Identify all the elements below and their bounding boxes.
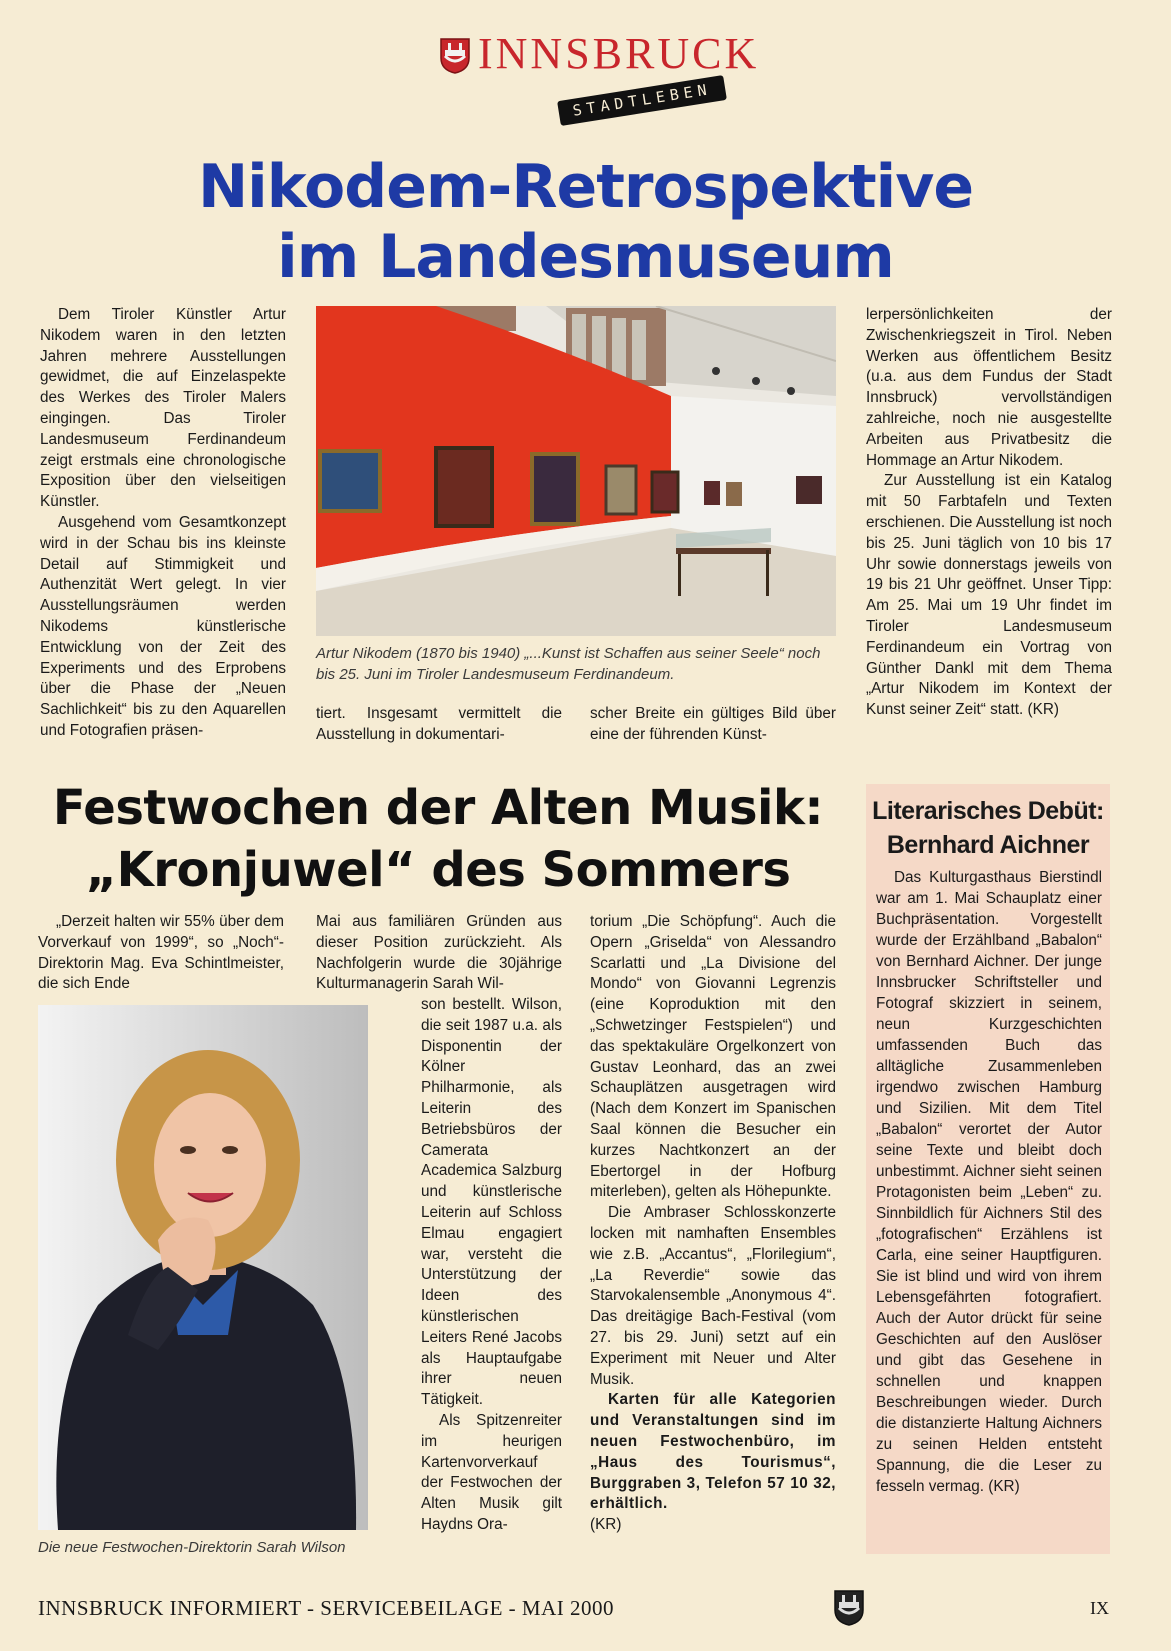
stadtleben-tagline: STADTLEBEN: [557, 75, 727, 126]
brand-name: INNSBRUCK: [478, 29, 760, 78]
article2-col3-para2: Die Ambraser Schlosskonzerte locken mit namhaften Ensembles wie z.B. „Accantus“, „Florilegium“, „La Reverdie“ sowie das Starvokalensemble „Anonymous 4“. Das dreitägige Bach-Festival (vom 27. bis 29. Juni) setzt auf ein Experiment mit Neuer und Alter Musik.: [590, 1204, 836, 1388]
innsbruck-crest-icon: [440, 38, 470, 74]
exhibition-photo-caption: Artur Nikodem (1870 bis 1940) „...Kunst ist Schaffen aus seiner Seele“ noch bis 25. Juni im Tiroler Landesmuseum Ferdinandeum.: [316, 645, 821, 683]
article1-headline: [40, 152, 1131, 292]
article1-column-3: [590, 704, 836, 746]
article2-headline: [38, 777, 838, 901]
article2-column-1: [38, 912, 284, 995]
article2-column-2-top: [316, 912, 562, 995]
article1-column-2: [316, 704, 562, 746]
masthead: [440, 30, 760, 120]
article2-col1-text: „Derzeit halten wir 55% über dem Vorverkauf von 1999“, so „Noch“-Direktorin Mag. Eva Schintlmeister, die sich Ende: [38, 913, 284, 993]
article1-column-4: [866, 305, 1112, 721]
sidebar-text: Das Kulturgasthaus Bierstindl war am 1. Mai Schauplatz einer Buchpräsentation. Vorgestellt wurde der Erzählband „Babalon“ von Bernhard Aichner. Der junge Innsbrucker Schriftsteller und Fotograf skizziert in seinem, neun Kurzgeschichten umfassenden Buch das alltägliche Zusammenleben irgendwo zwischen Hamburg und Sizilien. Mit dem Titel „Babalon“ verortet der Autor seine Texte und bleibt doch unbestimmt. Aichner sieht seinen Protagonisten beim „Leben“ zu. Sinnbildlich für Aichners Stil des „fotografischen“ Erzählens ist Carla, eine seiner Hauptfiguren. Sie ist blind und wird von ihrem Lebensgefährten fotografiert. Auch der Autor drückt für seine Geschichten auf den Auslöser und gibt das Gesehene in schnellen und knappen Beschreibungen wieder. Durch die distanzierte Haltung Aichners zu seinen Helden entsteht Spannung, die die Leser zu fesseln vermag. (KR): [876, 869, 1102, 1495]
article2-col3-para1: torium „Die Schöpfung“. Auch die Opern „Griselda“ von Alessandro Scarlatti und „La Divisione del Mondo“ von Giovanni Legrenzis (eine Koproduktion mit den „Schwetzinger Festspielen“) und das spektakuläre Orgelkonzert von Gustav Leonhard, das an zwei Schauplätzen ausgetragen wird (Nach dem Konzert im Spanischen Saal können die Besucher ein kurzes Nachtkonzert an der Ebertorgel in der Hofburg miterleben), gelten als Höhepunkte.: [590, 913, 836, 1201]
article2-col2-narrow-para1: son bestellt. Wilson, die seit 1987 u.a. als Disponentin der Kölner Philharmonie, als Leiterin des Betriebsbüros der Camerata Academica Salzburg und künstlerische Leiterin auf Schloss Elmau engagiert war, versteht die Unterstützung der Ideen des künstlerischen Leiters René Jacobs als Hauptaufgabe ihrer neuen Tätigkeit.: [421, 996, 562, 1409]
sidebar-title: [866, 794, 1110, 862]
article1-col4-para2: Zur Ausstellung ist ein Katalog mit 50 Farbtafeln und Texten erschienen. Die Ausstellung ist noch bis 25. Juni täglich von 10 bis 17 Uhr sowie donnerstags jeweils von 19 bis 21 Uhr geöffnet. Unser Tipp: Am 25. Mai um 19 Uhr findet im Tiroler Landesmuseum Ferdinandeum ein Vortrag von Günther Dankl mit dem Thema „Artur Nikodem im Kontext der Kunst seiner Zeit“ statt. (KR): [866, 472, 1112, 719]
sidebar-body: [876, 867, 1102, 1497]
article1-col2-text: tiert. Insgesamt vermittelt die Ausstellung in dokumentari-: [316, 705, 562, 743]
footer-crest-icon: [834, 1590, 864, 1626]
sidebar-title-line2: Bernhard Aichner: [886, 831, 1090, 859]
article2-headline-line2: „Kronjuwel“ des Sommers: [85, 842, 791, 898]
article2-col2-narrow-para2: Als Spitzenreiter im heurigen Kartenvorverkauf der Festwochen der Alten Musik gilt Haydns Ora-: [421, 1411, 562, 1533]
article1-col1-para1: Dem Tiroler Künstler Artur Nikodem waren in den letzten Jahren mehrere Ausstellungen gewidmet, die auf Einzelaspekte des Werkes des Tiroler Malers eingingen. Das Tiroler Landesmuseum Ferdinandeum zeigt erstmals eine chronologische Exposition über den vielseitigen Künstler.: [40, 306, 286, 511]
exhibition-hall-image: [316, 306, 836, 636]
article2-col3-ticket-info: Karten für alle Kategorien und Veranstaltungen sind im neuen Festwochenbüro, im „Haus des Tourismus“, Burggraben 3, Telefon 57 10 32, erhältlich.: [590, 1391, 836, 1513]
exhibition-photo: [316, 306, 836, 636]
article1-column-1: [40, 305, 286, 742]
article2-col3-end: (KR): [590, 1516, 622, 1534]
page-number: IX: [1090, 1598, 1109, 1618]
article1-col3-text: scher Breite ein gültiges Bild über eine der führenden Künst-: [590, 705, 836, 743]
article2-column-3: [590, 912, 836, 1536]
article1-headline-line2: im Landesmuseum: [277, 222, 894, 292]
portrait-photo-caption: Die neue Festwochen-Direktorin Sarah Wilson: [38, 1539, 346, 1556]
article2-headline-line1: Festwochen der Alten Musik:: [52, 780, 824, 836]
article1-col4-para1: lerpersönlichkeiten der Zwischenkriegszeit in Tirol. Neben Werken aus öffentlichem Besitz (u.a. aus dem Fundus der Stadt Innsbruck) vervollständigen zahlreiche, noch nie ausgestellte Arbeiten aus Privatbesitz die Hommage an Artur Nikodem.: [866, 306, 1112, 469]
article2-column-2-narrow: [421, 995, 562, 1536]
sidebar-literarisches-debuet: [866, 784, 1110, 1554]
article1-headline-line1: Nikodem-Retrospektive: [197, 152, 974, 222]
sarah-wilson-portrait-image: [38, 1005, 368, 1530]
footer-title: INNSBRUCK INFORMIERT - SERVICEBEILAGE - MAI 2000: [38, 1596, 615, 1620]
sidebar-title-line1: Literarisches Debüt:: [872, 797, 1104, 825]
portrait-photo: [38, 1005, 368, 1530]
article1-col1-para2: Ausgehend vom Gesamtkonzept wird in der Schau bis ins kleinste Detail auf Stimmigkeit und Authenzität Wert gelegt. In vier Ausstellungsräumen werden Nikodems künstlerische Entwicklung von der Zeit des Experiments und des Erprobens über die Phase der „Neuen Sachlichkeit“ bis zu den Aquarellen und Fotografien präsen-: [40, 513, 286, 739]
article2-col2-top-text: Mai aus familiären Gründen aus dieser Position zurückzieht. Als Nachfolgerin wurde die 30jährige Kulturmanagerin Sarah Wil-: [316, 913, 562, 993]
